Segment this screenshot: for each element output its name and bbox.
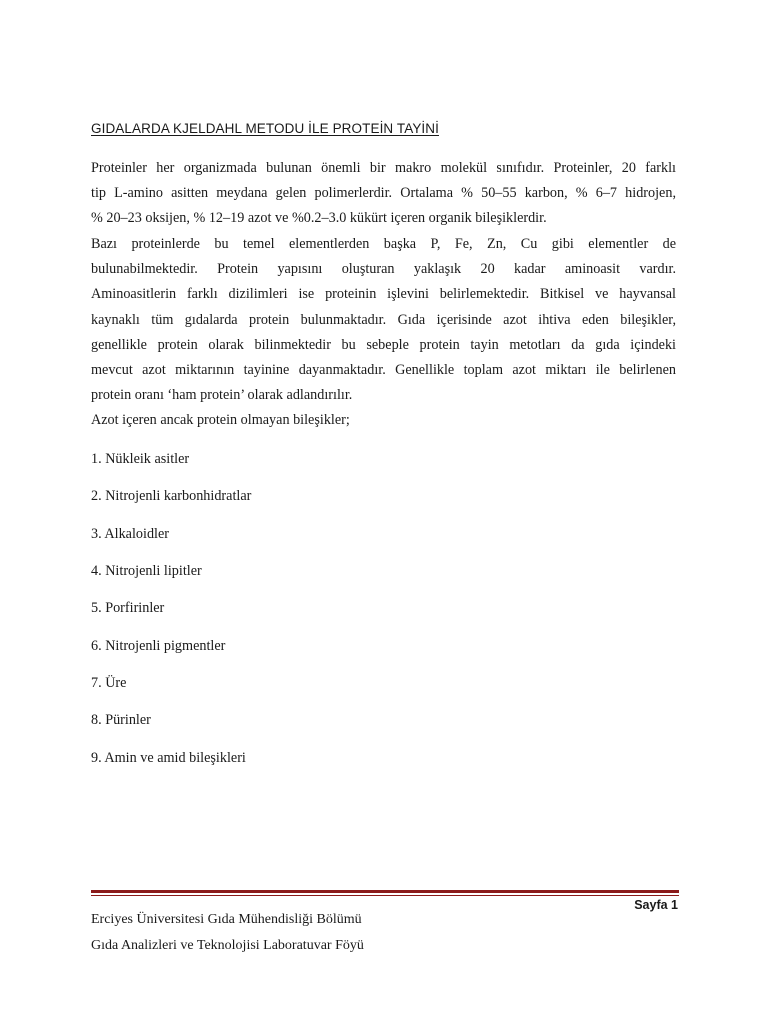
list-item: 9. Amin ve amid bileşikleri — [91, 750, 246, 766]
paragraph-line: bulunabilmektedir. Protein yapısını oluşturan yaklaşık 20 kadar aminoasit vardır. — [91, 261, 676, 278]
paragraph-line: Proteinler her organizmada bulunan önemli bir makro molekül sınıfıdır. Proteinler, 20 farklı — [91, 160, 676, 176]
paragraph-line: genellikle protein olarak bilinmektedir bu sebeple protein tayin metotları da gıda içindeki — [91, 336, 676, 353]
paragraph-line: kaynaklı tüm gıdalarda protein bulunmaktadır. Gıda içerisinde azot ihtiva eden bileşikler, — [91, 311, 676, 328]
document-title: GIDALARDA KJELDAHL METODU İLE PROTEİN TAYİNİ — [91, 121, 439, 136]
paragraph-line: mevcut azot miktarının tayinine dayanmaktadır. Genellikle toplam azot miktarı ile belirlenen — [91, 362, 676, 379]
page-number: Sayfa 1 — [634, 898, 678, 912]
list-item: 2. Nitrojenli karbonhidratlar — [91, 488, 252, 504]
list-item: 3. Alkaloidler — [91, 526, 170, 542]
footer-course: Gıda Analizleri ve Teknolojisi Laboratuvar Föyü — [91, 938, 364, 953]
paragraph-line: protein oranı ‘ham protein’ olarak adlandırılır. — [91, 387, 353, 404]
list-item: 4. Nitrojenli lipitler — [91, 563, 202, 579]
paragraph-elements — [91, 232, 676, 408]
paragraph-line: % 20–23 oksijen, % 12–19 azot ve %0.2–3.0 kükürt içeren organik bileşiklerdir. — [91, 210, 547, 227]
footer-institution: Erciyes Üniversitesi Gıda Mühendisliği Bölümü — [91, 912, 362, 927]
footer-rule-thin — [91, 895, 679, 896]
paragraph-line: tip L-amino asitten meydana gelen polimerlerdir. Ortalama % 50–55 karbon, % 6–7 hidrojen, — [91, 185, 676, 202]
list-item: 1. Nükleik asitler — [91, 451, 190, 467]
footer-rule — [91, 890, 679, 893]
paragraph-composition — [91, 156, 676, 232]
paragraph-line: Bazı proteinlerde bu temel elementlerden başka P, Fe, Zn, Cu gibi elementler de — [91, 236, 676, 252]
list-item: 7. Üre — [91, 675, 127, 691]
paragraph-line: Aminoasitlerin farklı dizilimleri ise proteinin işlevini belirlemektedir. Bitkisel ve hayvansal — [91, 286, 676, 303]
list-item: 5. Porfirinler — [91, 600, 165, 616]
list-item: 6. Nitrojenli pigmentler — [91, 638, 226, 654]
list-item: 8. Pürinler — [91, 712, 151, 728]
list-intro: Azot içeren ancak protein olmayan bileşikler; — [91, 412, 350, 428]
